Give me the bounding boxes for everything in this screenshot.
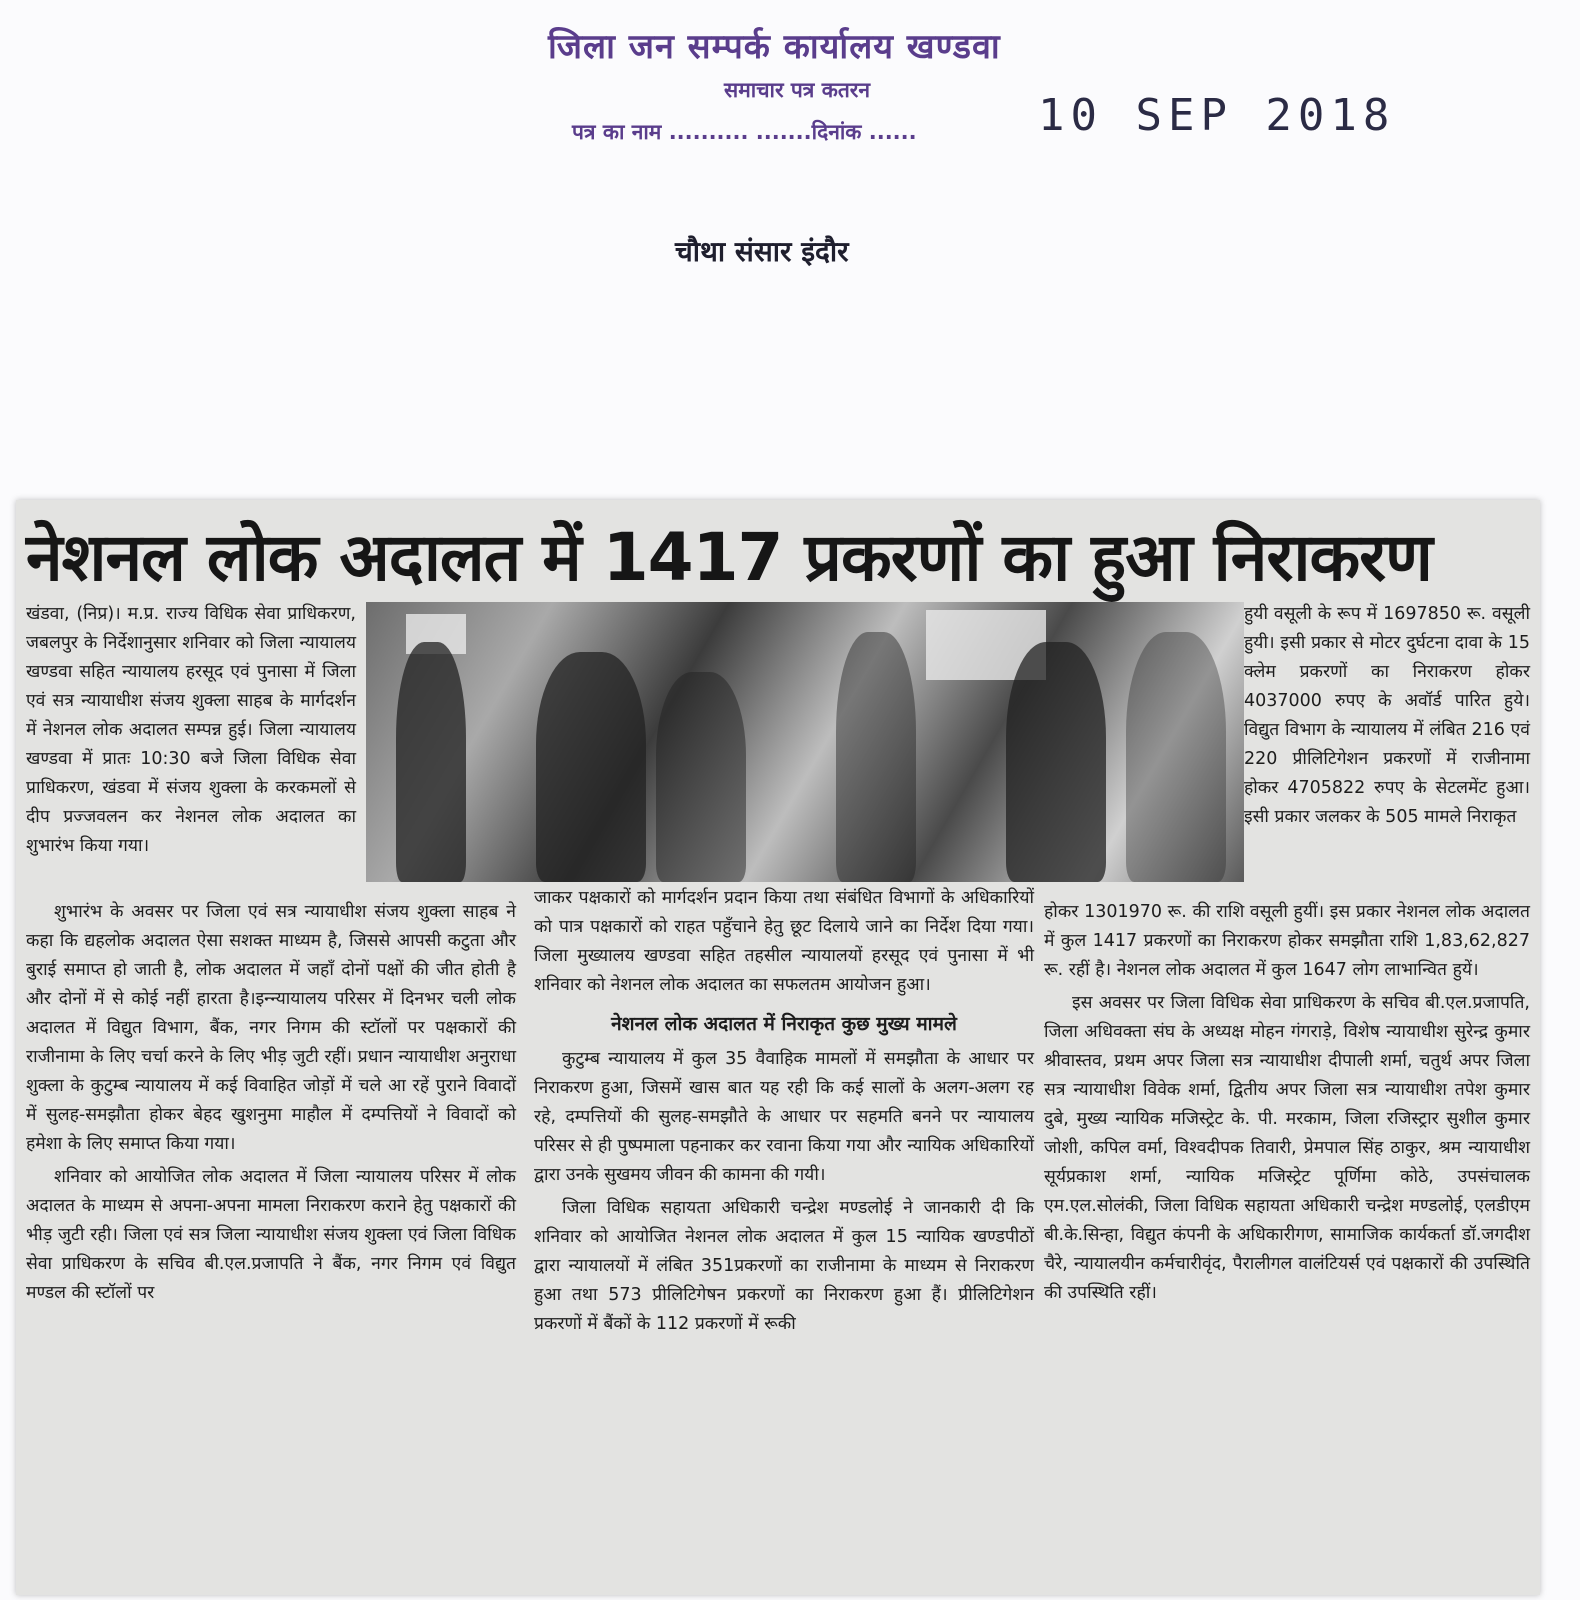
article-column-1-wide <box>26 898 516 1312</box>
article-column-3-wide <box>1044 898 1530 1312</box>
paper-name-label: पत्र का नाम <box>572 120 662 144</box>
article-paragraph: हुयी वसूली के रूप में 1697850 रू. वसूली हुयी। इसी प्रकार से मोटर दुर्घटना दावा के 15 क्लेम प्रकरणों का निराकरण होकर 4037000 रुपए के अवॉर्ड पारित हुये। विद्युत विभाग के न्यायालय में लंबित 216 एवं 220 प्रीलिटिगेशन प्रकरणों में राजीनामा होकर 4705822 रुपए के सेटलमेंट हुआ। इसी प्रकार जलकर के 505 मामले निराकृत <box>1244 604 1530 827</box>
article-paragraph: खंडवा, (निप्र)। म.प्र. राज्य विधिक सेवा प्राधिकरण, जबलपुर के निर्देशानुसार शनिवार को जिला न्यायालय खण्डवा सहित न्यायालय हरसूद एवं पुनासा में जिला एवं सत्र न्यायाधीश संजय शुक्ला साहब के मार्गदर्शन में नेशनल लोक अदालत सम्पन्न हुई। जिला न्यायालय खण्डवा में प्रातः 10:30 बजे जिला विधिक सेवा प्राधिकरण, खंडवा में संजय शुक्ला के करकमलों से दीप प्रज्जवलन कर नेशनल लोक अदालत का शुभारंभ किया गया। <box>26 604 356 856</box>
date-stamp: 10 SEP 2018 <box>1038 90 1396 141</box>
article-paragraph: होकर 1301970 रू. की राशि वसूली हुयीं। इस प्रकार नेशनल लोक अदालत में कुल 1417 प्रकरणों का निराकरण होकर समझौता राशि 1,83,62,827 रू. रहीं है। नेशनल लोक अदालत में कुल 1647 लोग लाभान्वित हुयें। <box>1044 902 1530 980</box>
article-headline: नेशनल लोक अदालत में 1417 प्रकरणों का हुआ निराकरण <box>26 519 1432 596</box>
article-paragraph: जिला विधिक सहायता अधिकारी चन्द्रेश मण्डलोई ने जानकारी दी कि शनिवार को आयोजित नेशनल लोक अदालत में कुल 15 न्यायिक खण्डपीठों द्वारा न्यायालयों में लंबित 351प्रकरणों का राजीनामा के माध्यम से निराकरण हुआ तथा 573 प्रीलिटिगेषन प्रकरणों का निराकरण हुआ हैं। प्रीलिटिगेशन प्रकरणों में बैंकों के 112 प्रकरणों में रूकी <box>534 1198 1034 1334</box>
article-paragraph: इस अवसर पर जिला विधिक सेवा प्राधिकरण के सचिव बी.एल.प्रजापति, जिला अधिवक्ता संघ के अध्यक्ष मोहन गंगराड़े, विशेष न्यायाधीश सुरेन्द्र कुमार श्रीवास्तव, प्रथम अपर जिला सत्र न्यायाधीश दीपाली शर्मा, चतुर्थ अपर जिला सत्र न्यायाधीश विवेक शर्मा, द्वितीय अपर जिला सत्र न्यायाधीश तपेश कुमार दुबे, मुख्य न्यायिक मजिस्ट्रेट के. पी. मरकाम, जिला रजिस्ट्रार सुशील कुमार जोशी, कपिल वर्मा, विश्वदीपक तिवारी, प्रेमपाल सिंह ठाकुर, श्रम न्यायाधीश सूर्यप्रकाश शर्मा, न्यायिक मजिस्ट्रेट पूर्णिमा कोठे, उपसंचालक एम.एल.सोलंकी, जिला विधिक सहायता अधिकारी चन्द्रेश मण्डलोई, एलडीएम बी.के.सिन्हा, विद्युत कंपनी के अधिकारीगण, सामाजिक कार्यकर्ता डॉ.जगदीश चैरे, न्यायालयीन कर्मचारीवृंद, पैरालीगल वालंटियर्स एवं पक्षकारों की उपस्थिति की उपस्थिति रहीं। <box>1044 993 1530 1303</box>
article-paragraph: शनिवार को आयोजित लोक अदालत में जिला न्यायालय परिसर में लोक अदालत के माध्यम से अपना-अपना मामला निराकरण कराने हेतु पक्षकारों की भीड़ जुटी रही। जिला एवं सत्र जिला न्यायाधीश संजय शुक्ला एवं जिला विधिक सेवा प्राधिकरण के सचिव बी.एल.प्रजापति ने बैंक, नगर निगम एवं विद्युत मण्डल की स्टॉलों पर <box>26 1167 516 1303</box>
article-column-3 <box>1244 600 1530 836</box>
clipping-label: समाचार पत्र कतरन <box>724 78 871 102</box>
article-paragraph: जाकर पक्षकारों को मार्गदर्शन प्रदान किया तथा संबंधित विभागों के अधिकारियों को पात्र पक्षकारों को राहत पहुँचाने हेतु छूट दिलाये जाने का निर्देश दिया गया। जिला मुख्यालय खण्डवा सहित तहसील न्यायालयों हरसूद एवं पुनासा में भी शनिवार को नेशनल लोक अदालत का सफलतम आयोजन हुआ। <box>534 888 1034 995</box>
office-stamp-title: जिला जन सम्पर्क कार्यालय खण्डवा <box>548 27 1001 67</box>
newspaper-clipping <box>16 500 1540 1595</box>
date-dots: ...... <box>868 120 917 144</box>
article-column-1 <box>26 600 356 865</box>
date-label: दिनांक <box>811 120 862 144</box>
newspaper-name: चौथा संसार इंदौर <box>675 235 849 268</box>
article-photo <box>366 602 1244 882</box>
article-column-2 <box>534 884 1034 1343</box>
paper-name-dots: .......... ....... <box>668 120 812 144</box>
stamp-fields-line <box>572 118 917 146</box>
article-paragraph: शुभारंभ के अवसर पर जिला एवं सत्र न्यायाधीश संजय शुक्ला साहब ने कहा कि द्यहलोक अदालत ऐसा सशक्त माध्यम है, जिससे आपसी कटुता और बुराई समाप्त हो जाती है, लोक अदालत में जहाँ दोनों पक्षों की जीत होती है और दोनों में से कोई नहीं हारता है।इन्न्यायालय परिसर में दिनभर चली लोक अदालत में विद्युत विभाग, बैंक, नगर निगम की स्टॉलों पर पक्षकारों की राजीनामा के लिए चर्चा करने के लिए भीड़ जुटी रहीं। प्रधान न्यायाधीश अनुराधा शुक्ला के कुटुम्ब न्यायालय में कई विवाहित जोड़ों में चले आ रहें पुराने विवादों में सुलह-समझौता होकर बेहद खुशनुमा माहौल में दम्पत्तियों ने विवादों को हमेशा के लिए समाप्त किया गया। <box>26 902 516 1154</box>
article-subheading: नेशनल लोक अदालत में निराकृत कुछ मुख्य मामले <box>611 1013 957 1035</box>
article-paragraph: कुटुम्ब न्यायालय में कुल 35 वैवाहिक मामलों में समझौता के आधार पर निराकरण हुआ, जिसमें खास बात यह रही कि कई सालों के अलग-अलग रह रहे, दम्पत्तियों की सुलह-समझौते के आधार पर सहमति बनने पर न्यायालय परिसर से ही पुष्पमाला पहनाकर कर रवाना किया गया और न्यायिक अधिकारियों द्वारा उनके सुखमय जीवन की कामना की गयी। <box>534 1049 1034 1185</box>
